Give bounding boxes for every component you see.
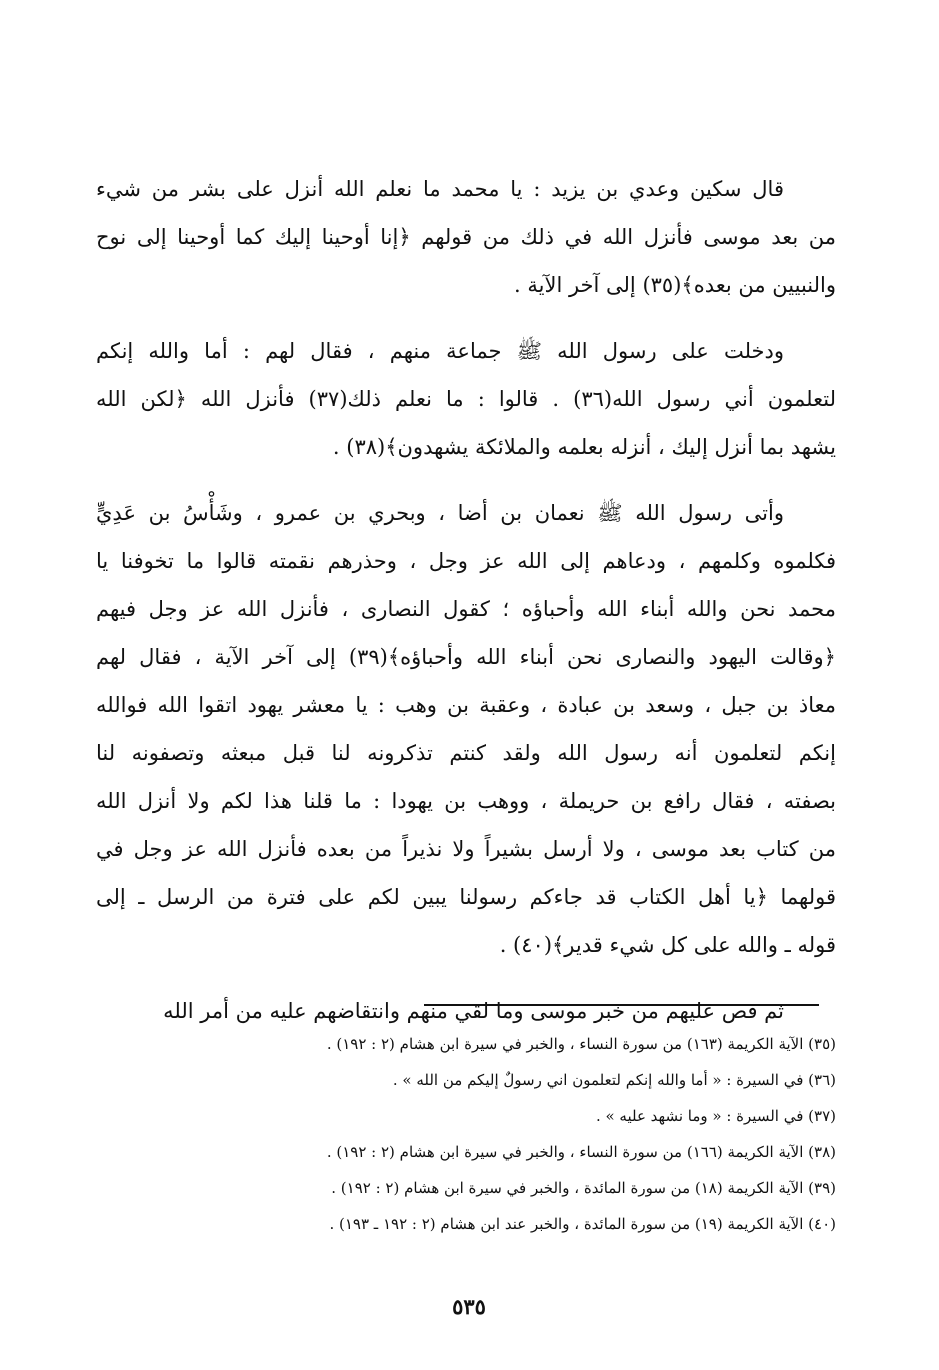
footnote-37: (٣٧) في السيرة : « وما نشهد عليه » . (595, 1107, 836, 1125)
footnote-40: (٤٠) الآية الكريمة (١٩) من سورة المائدة ، والخبر عند ابن هشام (٢ : ١٩٢ ـ ١٩٣) . (329, 1215, 836, 1233)
paragraph-gap (96, 471, 836, 489)
paragraph-3 (96, 489, 836, 969)
text-line: قوله ـ والله على كل شيء قدير﴾(٤٠) . (499, 933, 836, 957)
paragraph-1 (96, 165, 836, 309)
text-line: والنبيين من بعده﴾(٣٥) إلى آخر الآية . (514, 273, 836, 297)
text-line: محمد نحن والله أبناء الله وأحباؤه ؛ كقول النصارى ، فأنزل الله عز وجل فيهم (96, 597, 836, 621)
text-line: إنكم لتعلمون أنه رسول الله ولقد كنتم تذكرونه لنا قبل مبعثه وتصفونه لنا (96, 741, 836, 765)
paragraph-gap (96, 309, 836, 327)
footnote-separator (424, 1004, 819, 1006)
text-line: فكلموه وكلمهم ، ودعاهم إلى الله عز وجل ، وحذرهم نقمته قالوا ما تخوفنا يا (96, 549, 836, 573)
text-line: وأتى رسول الله ﷺ نعمان بن أضا ، وبحري بن عمرو ، وشَأْسُ بن عَدِيٍّ (96, 501, 784, 525)
footnote-39: (٣٩) الآية الكريمة (١٨) من سورة المائدة ، والخبر في سيرة ابن هشام (٢ : ١٩٢) . (331, 1179, 836, 1197)
text-line: بصفته ، فقال رافع بن حريملة ، ووهب بن يهودا : ما قلنا هذا لكم ولا أنزل الله (96, 789, 836, 813)
text-line: يشهد بما أنزل إليك ، أنزله بعلمه والملائكة يشهدون﴾(٣٨) . (332, 435, 836, 459)
text-line: معاذ بن جبل ، وسعد بن عبادة ، وعقبة بن وهب : يا معشر يهود اتقوا الله فوالله (96, 693, 836, 717)
footnotes (200, 1026, 836, 1242)
page-number: ٥٣٥ (452, 1294, 486, 1319)
text-line: من بعد موسى فأنزل الله في ذلك من قولهم ﴿إنا أوحينا إليك كما أوحينا إلى نوح (96, 225, 836, 249)
paragraph-2 (96, 327, 836, 471)
text-line: ﴿وقالت اليهود والنصارى نحن أبناء الله وأحباؤه﴾(٣٩) إلى آخر الآية ، فقال لهم (96, 645, 836, 669)
text-line: قولهما ﴿يا أهل الكتاب قد جاءكم رسولنا يبين لكم على فترة من الرسل ـ إلى (96, 885, 836, 909)
footnote-36: (٣٦) في السيرة : « أما والله إنكم لتعلمون اني رسولٌ إليكم من الله » . (392, 1071, 836, 1089)
text-line: لتعلمون أني رسول الله(٣٦) . قالوا : ما نعلم ذلك(٣٧) فأنزل الله ﴿لكن الله (96, 387, 836, 411)
main-text (96, 165, 836, 1035)
text-line: ودخلت على رسول الله ﷺ جماعة منهم ، فقال لهم : أما والله إنكم (96, 339, 784, 363)
text-line: ثم قص عليهم من خبر موسى وما لقي منهم وانتقاضهم عليه من أمر الله (163, 999, 784, 1023)
text-line: قال سكين وعدي بن يزيد : يا محمد ما نعلم الله أنزل على بشر من شيء (96, 177, 784, 201)
paragraph-gap (96, 969, 836, 987)
footnote-38: (٣٨) الآية الكريمة (١٦٦) من سورة النساء ، والخبر في سيرة ابن هشام (٢ : ١٩٢) . (326, 1143, 836, 1161)
text-line: من كتاب بعد موسى ، ولا أرسل بشيراً ولا نذيراً من بعده فأنزل الله عز وجل في (96, 837, 836, 861)
footnote-35: (٣٥) الآية الكريمة (١٦٣) من سورة النساء ، والخبر في سيرة ابن هشام (٢ : ١٩٢) . (326, 1035, 836, 1053)
